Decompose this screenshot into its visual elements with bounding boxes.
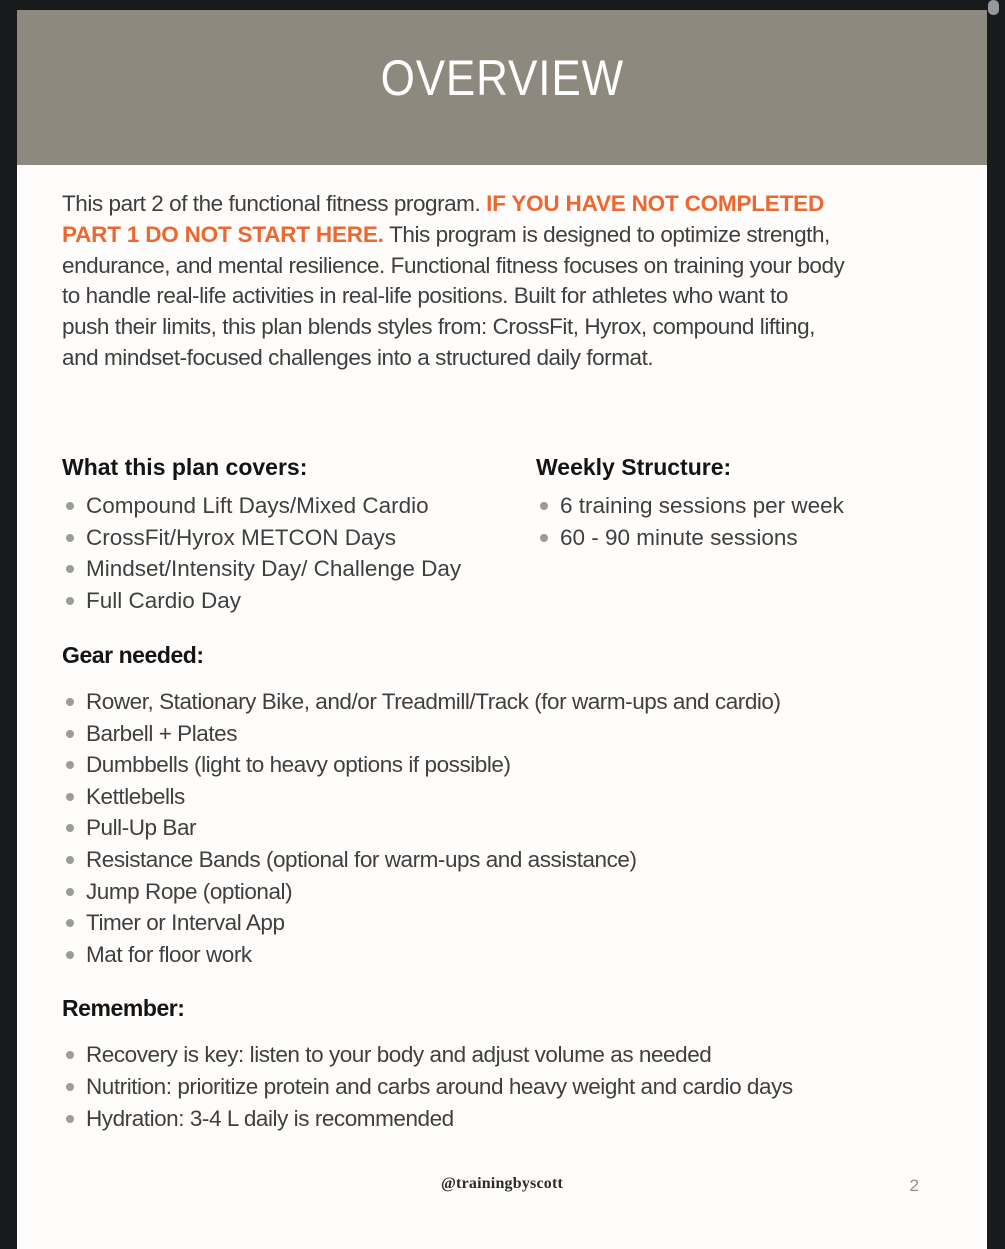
list-item-text: Jump Rope (optional)	[86, 878, 293, 904]
section-remember	[62, 993, 945, 1134]
section-gear-needed	[62, 640, 945, 970]
list-item-text: Timer or Interval App	[86, 910, 285, 936]
bullet-icon	[66, 824, 74, 832]
intro-line	[62, 251, 945, 282]
list-item-text: Rower, Stationary Bike, and/or Treadmill/Track (for warm-ups and cardio)	[86, 689, 781, 714]
intro-line	[62, 220, 945, 251]
section-plan-covers	[62, 452, 536, 640]
section-weekly-structure	[536, 452, 945, 640]
remember-list	[62, 1039, 945, 1134]
intro-line	[62, 281, 945, 312]
page-header-banner	[17, 10, 987, 165]
bullet-icon	[540, 502, 548, 510]
list-item-text: Dumbbells (light to heavy options if possible)	[86, 752, 511, 778]
page-footer	[17, 1175, 987, 1205]
page-content	[17, 165, 987, 1134]
bullet-icon	[66, 761, 74, 769]
list-item-text: Compound Lift Days/Mixed Cardio	[86, 493, 429, 518]
page-number: 2	[909, 1176, 919, 1195]
intro-text: push their limits, this plan blends styles from: CrossFit, Hyrox, compound lifting,	[62, 314, 815, 340]
list-item	[62, 718, 945, 750]
bullet-icon	[66, 502, 74, 510]
bullet-icon	[66, 1051, 74, 1059]
list-item	[62, 907, 945, 939]
list-item-text: Recovery is key: listen to your body and adjust volume as needed	[86, 1042, 712, 1068]
list-item-text: Hydration: 3-4 L daily is recommended	[86, 1105, 454, 1131]
list-item-text: 6 training sessions per week	[560, 493, 844, 518]
bullet-icon	[66, 888, 74, 896]
list-item	[62, 844, 945, 876]
plan-covers-list	[62, 490, 536, 616]
list-item-text: Mat for floor work	[86, 941, 252, 967]
bullet-icon	[66, 597, 74, 605]
bullet-icon	[66, 919, 74, 927]
page-title: OVERVIEW	[380, 49, 624, 106]
list-item	[62, 522, 536, 554]
gear-needed-heading: Gear needed:	[62, 642, 204, 668]
list-item-text: Pull-Up Bar	[86, 815, 197, 841]
list-item-text: Barbell + Plates	[86, 720, 238, 746]
document-page	[17, 10, 987, 1249]
intro-paragraph	[62, 189, 945, 375]
remember-heading: Remember:	[62, 995, 185, 1022]
list-item	[62, 876, 945, 908]
two-column-row	[62, 452, 945, 640]
gear-needed-list	[62, 686, 945, 970]
warning-text: IF YOU HAVE NOT COMPLETED	[486, 191, 825, 216]
list-item-text: Full Cardio Day	[86, 587, 242, 613]
intro-line	[62, 189, 945, 220]
intro-text: endurance, and mental resilience. Functional fitness focuses on training your body	[62, 252, 845, 278]
list-item	[62, 585, 536, 617]
plan-covers-heading: What this plan covers:	[62, 454, 308, 480]
bullet-icon	[66, 730, 74, 738]
list-item	[62, 1071, 945, 1103]
list-item	[62, 812, 945, 844]
bullet-icon	[66, 951, 74, 959]
list-item	[62, 1039, 945, 1071]
list-item	[62, 749, 945, 781]
intro-text: This program is designed to optimize strength,	[383, 221, 830, 247]
intro-line	[62, 312, 945, 343]
weekly-structure-heading: Weekly Structure:	[536, 454, 732, 480]
list-item	[62, 781, 945, 813]
intro-text: to handle real-life activities in real-life positions. Built for athletes who want to	[62, 283, 788, 309]
list-item	[62, 490, 536, 522]
footer-handle: @trainingbyscott	[440, 1175, 564, 1192]
list-item-text: Nutrition: prioritize protein and carbs around heavy weight and cardio days	[86, 1073, 793, 1099]
list-item-text: Mindset/Intensity Day/ Challenge Day	[86, 556, 462, 582]
bullet-icon	[66, 534, 74, 542]
bullet-icon	[66, 565, 74, 573]
list-item	[62, 686, 945, 718]
warning-text: PART 1 DO NOT START HERE.	[62, 221, 384, 247]
list-item-text: 60 - 90 minute sessions	[560, 524, 798, 550]
scrollbar-thumb[interactable]	[988, 0, 999, 15]
intro-text: and mindset-focused challenges into a structured daily format.	[62, 344, 654, 370]
bullet-icon	[66, 698, 74, 706]
list-item-text: Resistance Bands (optional for warm-ups and assistance)	[86, 846, 637, 872]
bullet-icon	[66, 1083, 74, 1091]
bullet-icon	[66, 1115, 74, 1123]
list-item	[536, 490, 945, 522]
list-item-text: CrossFit/Hyrox METCON Days	[86, 524, 397, 550]
bullet-icon	[66, 856, 74, 864]
intro-line	[62, 343, 945, 374]
bullet-icon	[540, 534, 548, 542]
list-item	[62, 1103, 945, 1135]
weekly-structure-list	[536, 490, 945, 553]
bullet-icon	[66, 793, 74, 801]
list-item-text: Kettlebells	[86, 783, 185, 809]
list-item	[62, 939, 945, 971]
list-item	[62, 553, 536, 585]
list-item	[536, 522, 945, 554]
intro-text: This part 2 of the functional fitness program.	[62, 191, 487, 216]
